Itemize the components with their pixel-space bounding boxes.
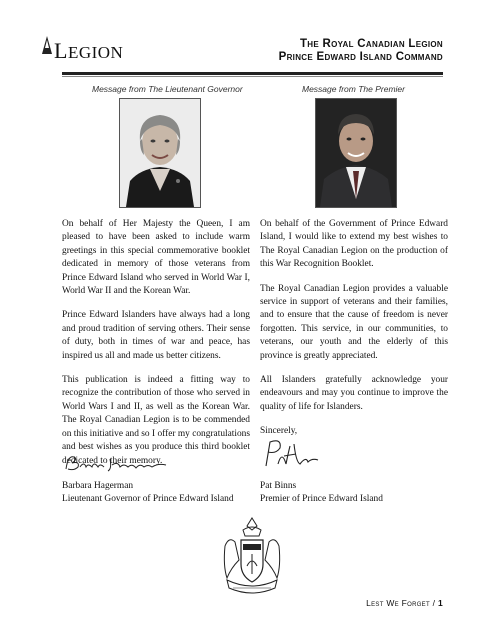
portrait-lieutenant-governor — [119, 98, 201, 208]
org-name: The Royal Canadian Legion — [299, 38, 443, 50]
page-number: 1 — [437, 598, 443, 608]
pei-coat-of-arms-icon — [219, 516, 285, 600]
portrait-man-image — [316, 99, 396, 207]
message-paragraph: All Islanders gratefully acknowledge your endeavours and may you continue to improve the quality of life for Islanders. — [260, 375, 448, 412]
org-command: Prince Edward Island Command — [278, 51, 443, 63]
caption-premier: Message from The Premier — [302, 84, 405, 94]
legion-logo — [40, 30, 130, 66]
message-paragraph: This publication is indeed a fitting way to recognize the contribution of those who served in World Wars I and II, as well as the Korean War. The Royal Canadian Legion is to be commended on this initiative and so I offer my congratulations and best wishes as you produce this third booklet dedicated to their memory. — [62, 375, 250, 466]
page-footer — [366, 598, 443, 608]
portrait-woman-image — [120, 99, 200, 207]
signatory-name: Barbara Hagerman — [62, 481, 134, 491]
message-paragraph: Prince Edward Islanders have always had a long and proud tradition of serving others. Their sense of duty, both in times of war and peace, has inspired us all and made us better citizens. — [62, 310, 250, 361]
portrait-premier — [315, 98, 397, 208]
footer-motto: Lest We Forget — [366, 598, 430, 608]
message-paragraph: The Royal Canadian Legion provides a valuable service in support of veterans and their families, and to ensure that the cause of freedom is never forgotten. This service, in our communities, to veterans, our youth and the elderly of this province is greatly appreciated. — [260, 283, 448, 361]
signatory-name: Pat Binns — [260, 481, 297, 491]
poppy-leaf-icon — [40, 34, 54, 56]
caption-lieutenant-governor: Message from The Lieutenant Governor — [92, 84, 243, 94]
organization-heading — [279, 38, 443, 64]
message-paragraph: On behalf of Her Majesty the Queen, I am pleased to have been asked to include warm greetings in this special commemorative booklet dedicated in memory of those veterans from Prince Edward Island who served in World War I, World War II and the Korean War. — [62, 219, 250, 297]
footer-separator: / — [432, 598, 436, 608]
lieutenant-governor-signoff — [62, 480, 234, 506]
header-rule — [62, 72, 443, 75]
logo-wordmark: LEGION — [54, 38, 124, 63]
premier-message — [260, 218, 448, 450]
signature-barbara-hagerman — [62, 451, 172, 475]
header-rule-thin — [62, 76, 443, 77]
lieutenant-governor-message — [62, 218, 250, 479]
signatory-title: Premier of Prince Edward Island — [260, 494, 383, 504]
message-paragraph: On behalf of the Government of Prince Edward Island, I would like to extend my best wishes to The Royal Canadian Legion on the production of this War Recognition Booklet. — [260, 219, 448, 270]
signatory-title: Lieutenant Governor of Prince Edward Island — [62, 494, 234, 504]
signature-pat-binns — [260, 436, 320, 470]
premier-signoff — [260, 480, 383, 506]
message-closing: Sincerely, — [260, 426, 298, 437]
